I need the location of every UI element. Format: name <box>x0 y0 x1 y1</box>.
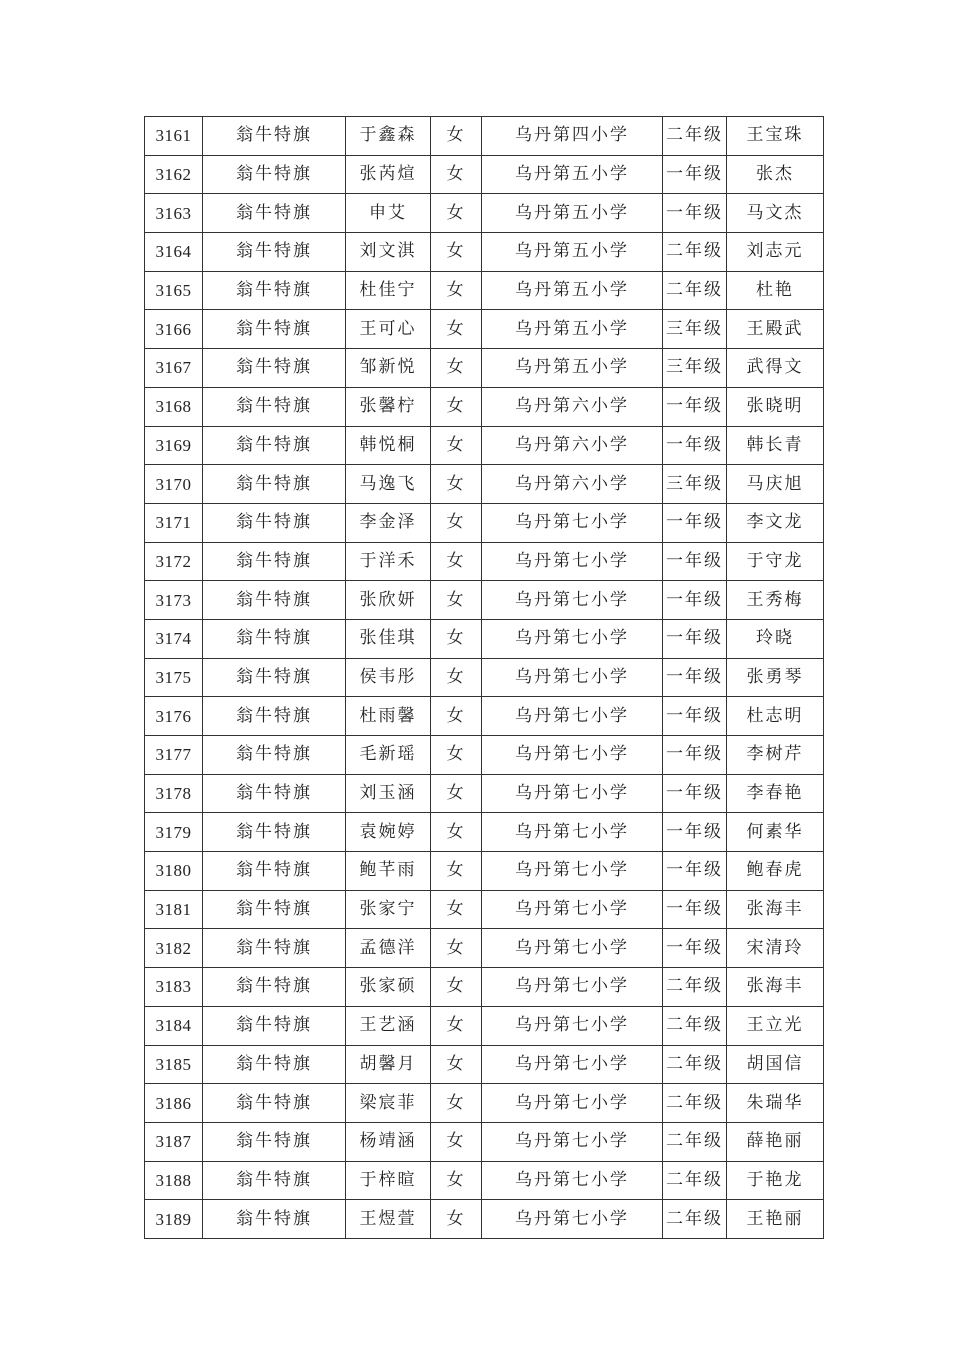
table-row <box>145 155 824 194</box>
guardian-name-cell: 武得文 <box>727 349 824 388</box>
guardian-name-cell: 王立光 <box>727 1006 824 1045</box>
gender-cell: 女 <box>431 774 482 813</box>
gender-cell: 女 <box>431 155 482 194</box>
grade-cell: 二年级 <box>663 233 727 272</box>
banner-cell: 翁牛特旗 <box>203 465 346 504</box>
grade-cell: 二年级 <box>663 1084 727 1123</box>
student-name-cell: 王可心 <box>346 310 431 349</box>
serial-number-cell: 3185 <box>145 1045 203 1084</box>
grade-cell: 二年级 <box>663 1006 727 1045</box>
table-row <box>145 387 824 426</box>
banner-cell: 翁牛特旗 <box>203 852 346 891</box>
gender-cell: 女 <box>431 852 482 891</box>
school-cell: 乌丹第五小学 <box>482 349 663 388</box>
school-cell: 乌丹第七小学 <box>482 697 663 736</box>
table-row <box>145 271 824 310</box>
student-name-cell: 李金泽 <box>346 503 431 542</box>
grade-cell: 一年级 <box>663 503 727 542</box>
student-name-cell: 袁婉婷 <box>346 813 431 852</box>
school-cell: 乌丹第七小学 <box>482 774 663 813</box>
table-row <box>145 1161 824 1200</box>
gender-cell: 女 <box>431 736 482 775</box>
student-name-cell: 王艺涵 <box>346 1006 431 1045</box>
roster-table <box>144 116 824 1239</box>
gender-cell: 女 <box>431 349 482 388</box>
table-row <box>145 465 824 504</box>
banner-cell: 翁牛特旗 <box>203 1122 346 1161</box>
student-name-cell: 杜雨馨 <box>346 697 431 736</box>
student-name-cell: 鲍芊雨 <box>346 852 431 891</box>
grade-cell: 二年级 <box>663 117 727 156</box>
student-name-cell: 于鑫森 <box>346 117 431 156</box>
gender-cell: 女 <box>431 542 482 581</box>
gender-cell: 女 <box>431 271 482 310</box>
school-cell: 乌丹第七小学 <box>482 813 663 852</box>
gender-cell: 女 <box>431 1200 482 1239</box>
serial-number-cell: 3171 <box>145 503 203 542</box>
banner-cell: 翁牛特旗 <box>203 890 346 929</box>
banner-cell: 翁牛特旗 <box>203 117 346 156</box>
student-name-cell: 于洋禾 <box>346 542 431 581</box>
table-row <box>145 890 824 929</box>
guardian-name-cell: 李文龙 <box>727 503 824 542</box>
serial-number-cell: 3181 <box>145 890 203 929</box>
guardian-name-cell: 于艳龙 <box>727 1161 824 1200</box>
grade-cell: 一年级 <box>663 581 727 620</box>
gender-cell: 女 <box>431 658 482 697</box>
table-row <box>145 1084 824 1123</box>
gender-cell: 女 <box>431 465 482 504</box>
school-cell: 乌丹第七小学 <box>482 968 663 1007</box>
school-cell: 乌丹第五小学 <box>482 271 663 310</box>
guardian-name-cell: 王殿武 <box>727 310 824 349</box>
student-name-cell: 申艾 <box>346 194 431 233</box>
table-row <box>145 658 824 697</box>
gender-cell: 女 <box>431 1006 482 1045</box>
student-name-cell: 张馨柠 <box>346 387 431 426</box>
student-name-cell: 张家宁 <box>346 890 431 929</box>
guardian-name-cell: 马文杰 <box>727 194 824 233</box>
grade-cell: 一年级 <box>663 736 727 775</box>
serial-number-cell: 3183 <box>145 968 203 1007</box>
banner-cell: 翁牛特旗 <box>203 387 346 426</box>
gender-cell: 女 <box>431 426 482 465</box>
student-name-cell: 杜佳宁 <box>346 271 431 310</box>
student-name-cell: 孟德洋 <box>346 929 431 968</box>
gender-cell: 女 <box>431 1084 482 1123</box>
banner-cell: 翁牛特旗 <box>203 233 346 272</box>
school-cell: 乌丹第七小学 <box>482 503 663 542</box>
school-cell: 乌丹第七小学 <box>482 1084 663 1123</box>
roster-body <box>145 117 824 1239</box>
serial-number-cell: 3163 <box>145 194 203 233</box>
guardian-name-cell: 何素华 <box>727 813 824 852</box>
grade-cell: 二年级 <box>663 1045 727 1084</box>
school-cell: 乌丹第五小学 <box>482 194 663 233</box>
table-row <box>145 1200 824 1239</box>
table-row <box>145 774 824 813</box>
table-row <box>145 233 824 272</box>
student-name-cell: 杨靖涵 <box>346 1122 431 1161</box>
grade-cell: 一年级 <box>663 890 727 929</box>
school-cell: 乌丹第七小学 <box>482 736 663 775</box>
student-name-cell: 张欣妍 <box>346 581 431 620</box>
grade-cell: 一年级 <box>663 658 727 697</box>
school-cell: 乌丹第五小学 <box>482 310 663 349</box>
school-cell: 乌丹第七小学 <box>482 1006 663 1045</box>
guardian-name-cell: 朱瑞华 <box>727 1084 824 1123</box>
gender-cell: 女 <box>431 619 482 658</box>
banner-cell: 翁牛特旗 <box>203 1200 346 1239</box>
banner-cell: 翁牛特旗 <box>203 426 346 465</box>
banner-cell: 翁牛特旗 <box>203 1084 346 1123</box>
guardian-name-cell: 王艳丽 <box>727 1200 824 1239</box>
school-cell: 乌丹第七小学 <box>482 929 663 968</box>
serial-number-cell: 3165 <box>145 271 203 310</box>
serial-number-cell: 3180 <box>145 852 203 891</box>
table-row <box>145 929 824 968</box>
guardian-name-cell: 王宝珠 <box>727 117 824 156</box>
banner-cell: 翁牛特旗 <box>203 310 346 349</box>
serial-number-cell: 3189 <box>145 1200 203 1239</box>
student-name-cell: 邹新悦 <box>346 349 431 388</box>
serial-number-cell: 3173 <box>145 581 203 620</box>
table-row <box>145 426 824 465</box>
school-cell: 乌丹第五小学 <box>482 155 663 194</box>
table-row <box>145 1006 824 1045</box>
table-row <box>145 852 824 891</box>
serial-number-cell: 3182 <box>145 929 203 968</box>
student-name-cell: 胡馨月 <box>346 1045 431 1084</box>
guardian-name-cell: 刘志元 <box>727 233 824 272</box>
banner-cell: 翁牛特旗 <box>203 1045 346 1084</box>
school-cell: 乌丹第五小学 <box>482 233 663 272</box>
school-cell: 乌丹第七小学 <box>482 619 663 658</box>
grade-cell: 二年级 <box>663 968 727 1007</box>
serial-number-cell: 3175 <box>145 658 203 697</box>
student-name-cell: 刘文淇 <box>346 233 431 272</box>
banner-cell: 翁牛特旗 <box>203 1161 346 1200</box>
school-cell: 乌丹第七小学 <box>482 1122 663 1161</box>
grade-cell: 二年级 <box>663 1200 727 1239</box>
serial-number-cell: 3187 <box>145 1122 203 1161</box>
guardian-name-cell: 韩长青 <box>727 426 824 465</box>
serial-number-cell: 3176 <box>145 697 203 736</box>
banner-cell: 翁牛特旗 <box>203 349 346 388</box>
banner-cell: 翁牛特旗 <box>203 155 346 194</box>
grade-cell: 一年级 <box>663 194 727 233</box>
school-cell: 乌丹第六小学 <box>482 465 663 504</box>
gender-cell: 女 <box>431 581 482 620</box>
banner-cell: 翁牛特旗 <box>203 968 346 1007</box>
student-name-cell: 刘玉涵 <box>346 774 431 813</box>
gender-cell: 女 <box>431 194 482 233</box>
grade-cell: 三年级 <box>663 349 727 388</box>
banner-cell: 翁牛特旗 <box>203 542 346 581</box>
gender-cell: 女 <box>431 310 482 349</box>
grade-cell: 一年级 <box>663 852 727 891</box>
serial-number-cell: 3167 <box>145 349 203 388</box>
gender-cell: 女 <box>431 890 482 929</box>
guardian-name-cell: 马庆旭 <box>727 465 824 504</box>
table-row <box>145 349 824 388</box>
student-name-cell: 张佳琪 <box>346 619 431 658</box>
banner-cell: 翁牛特旗 <box>203 271 346 310</box>
guardian-name-cell: 薛艳丽 <box>727 1122 824 1161</box>
school-cell: 乌丹第七小学 <box>482 890 663 929</box>
guardian-name-cell: 张晓明 <box>727 387 824 426</box>
guardian-name-cell: 杜艳 <box>727 271 824 310</box>
student-name-cell: 毛新瑶 <box>346 736 431 775</box>
student-name-cell: 于梓暄 <box>346 1161 431 1200</box>
grade-cell: 一年级 <box>663 697 727 736</box>
school-cell: 乌丹第四小学 <box>482 117 663 156</box>
gender-cell: 女 <box>431 117 482 156</box>
grade-cell: 二年级 <box>663 271 727 310</box>
banner-cell: 翁牛特旗 <box>203 503 346 542</box>
serial-number-cell: 3166 <box>145 310 203 349</box>
school-cell: 乌丹第六小学 <box>482 426 663 465</box>
banner-cell: 翁牛特旗 <box>203 581 346 620</box>
serial-number-cell: 3164 <box>145 233 203 272</box>
banner-cell: 翁牛特旗 <box>203 1006 346 1045</box>
serial-number-cell: 3179 <box>145 813 203 852</box>
serial-number-cell: 3169 <box>145 426 203 465</box>
grade-cell: 一年级 <box>663 542 727 581</box>
guardian-name-cell: 李春艳 <box>727 774 824 813</box>
serial-number-cell: 3170 <box>145 465 203 504</box>
serial-number-cell: 3162 <box>145 155 203 194</box>
serial-number-cell: 3178 <box>145 774 203 813</box>
grade-cell: 一年级 <box>663 929 727 968</box>
student-name-cell: 张家硕 <box>346 968 431 1007</box>
table-row <box>145 310 824 349</box>
grade-cell: 一年级 <box>663 155 727 194</box>
grade-cell: 二年级 <box>663 1122 727 1161</box>
guardian-name-cell: 鲍春虎 <box>727 852 824 891</box>
table-row <box>145 503 824 542</box>
gender-cell: 女 <box>431 968 482 1007</box>
school-cell: 乌丹第七小学 <box>482 581 663 620</box>
gender-cell: 女 <box>431 1122 482 1161</box>
gender-cell: 女 <box>431 233 482 272</box>
table-row <box>145 542 824 581</box>
guardian-name-cell: 李树芹 <box>727 736 824 775</box>
grade-cell: 一年级 <box>663 426 727 465</box>
serial-number-cell: 3172 <box>145 542 203 581</box>
serial-number-cell: 3186 <box>145 1084 203 1123</box>
grade-cell: 二年级 <box>663 1161 727 1200</box>
student-name-cell: 侯韦彤 <box>346 658 431 697</box>
guardian-name-cell: 玲晓 <box>727 619 824 658</box>
table-row <box>145 619 824 658</box>
serial-number-cell: 3184 <box>145 1006 203 1045</box>
guardian-name-cell: 宋清玲 <box>727 929 824 968</box>
serial-number-cell: 3161 <box>145 117 203 156</box>
gender-cell: 女 <box>431 387 482 426</box>
gender-cell: 女 <box>431 1045 482 1084</box>
gender-cell: 女 <box>431 813 482 852</box>
table-row <box>145 194 824 233</box>
table-row <box>145 968 824 1007</box>
table-row <box>145 1122 824 1161</box>
gender-cell: 女 <box>431 503 482 542</box>
serial-number-cell: 3188 <box>145 1161 203 1200</box>
table-row <box>145 117 824 156</box>
grade-cell: 三年级 <box>663 465 727 504</box>
gender-cell: 女 <box>431 1161 482 1200</box>
banner-cell: 翁牛特旗 <box>203 194 346 233</box>
guardian-name-cell: 张海丰 <box>727 968 824 1007</box>
banner-cell: 翁牛特旗 <box>203 619 346 658</box>
student-name-cell: 梁宸菲 <box>346 1084 431 1123</box>
banner-cell: 翁牛特旗 <box>203 774 346 813</box>
grade-cell: 一年级 <box>663 387 727 426</box>
guardian-name-cell: 张杰 <box>727 155 824 194</box>
school-cell: 乌丹第七小学 <box>482 1200 663 1239</box>
school-cell: 乌丹第七小学 <box>482 1045 663 1084</box>
banner-cell: 翁牛特旗 <box>203 929 346 968</box>
serial-number-cell: 3168 <box>145 387 203 426</box>
guardian-name-cell: 于守龙 <box>727 542 824 581</box>
serial-number-cell: 3177 <box>145 736 203 775</box>
grade-cell: 一年级 <box>663 619 727 658</box>
gender-cell: 女 <box>431 929 482 968</box>
student-name-cell: 马逸飞 <box>346 465 431 504</box>
grade-cell: 一年级 <box>663 774 727 813</box>
guardian-name-cell: 王秀梅 <box>727 581 824 620</box>
table-row <box>145 736 824 775</box>
school-cell: 乌丹第七小学 <box>482 852 663 891</box>
gender-cell: 女 <box>431 697 482 736</box>
table-row <box>145 697 824 736</box>
school-cell: 乌丹第六小学 <box>482 387 663 426</box>
grade-cell: 三年级 <box>663 310 727 349</box>
table-row <box>145 813 824 852</box>
guardian-name-cell: 杜志明 <box>727 697 824 736</box>
banner-cell: 翁牛特旗 <box>203 658 346 697</box>
banner-cell: 翁牛特旗 <box>203 697 346 736</box>
guardian-name-cell: 胡国信 <box>727 1045 824 1084</box>
banner-cell: 翁牛特旗 <box>203 736 346 775</box>
guardian-name-cell: 张勇琴 <box>727 658 824 697</box>
guardian-name-cell: 张海丰 <box>727 890 824 929</box>
student-name-cell: 王煜萱 <box>346 1200 431 1239</box>
student-name-cell: 韩悦桐 <box>346 426 431 465</box>
school-cell: 乌丹第七小学 <box>482 542 663 581</box>
school-cell: 乌丹第七小学 <box>482 658 663 697</box>
serial-number-cell: 3174 <box>145 619 203 658</box>
banner-cell: 翁牛特旗 <box>203 813 346 852</box>
student-name-cell: 张芮煊 <box>346 155 431 194</box>
school-cell: 乌丹第七小学 <box>482 1161 663 1200</box>
grade-cell: 一年级 <box>663 813 727 852</box>
table-row <box>145 1045 824 1084</box>
table-row <box>145 581 824 620</box>
